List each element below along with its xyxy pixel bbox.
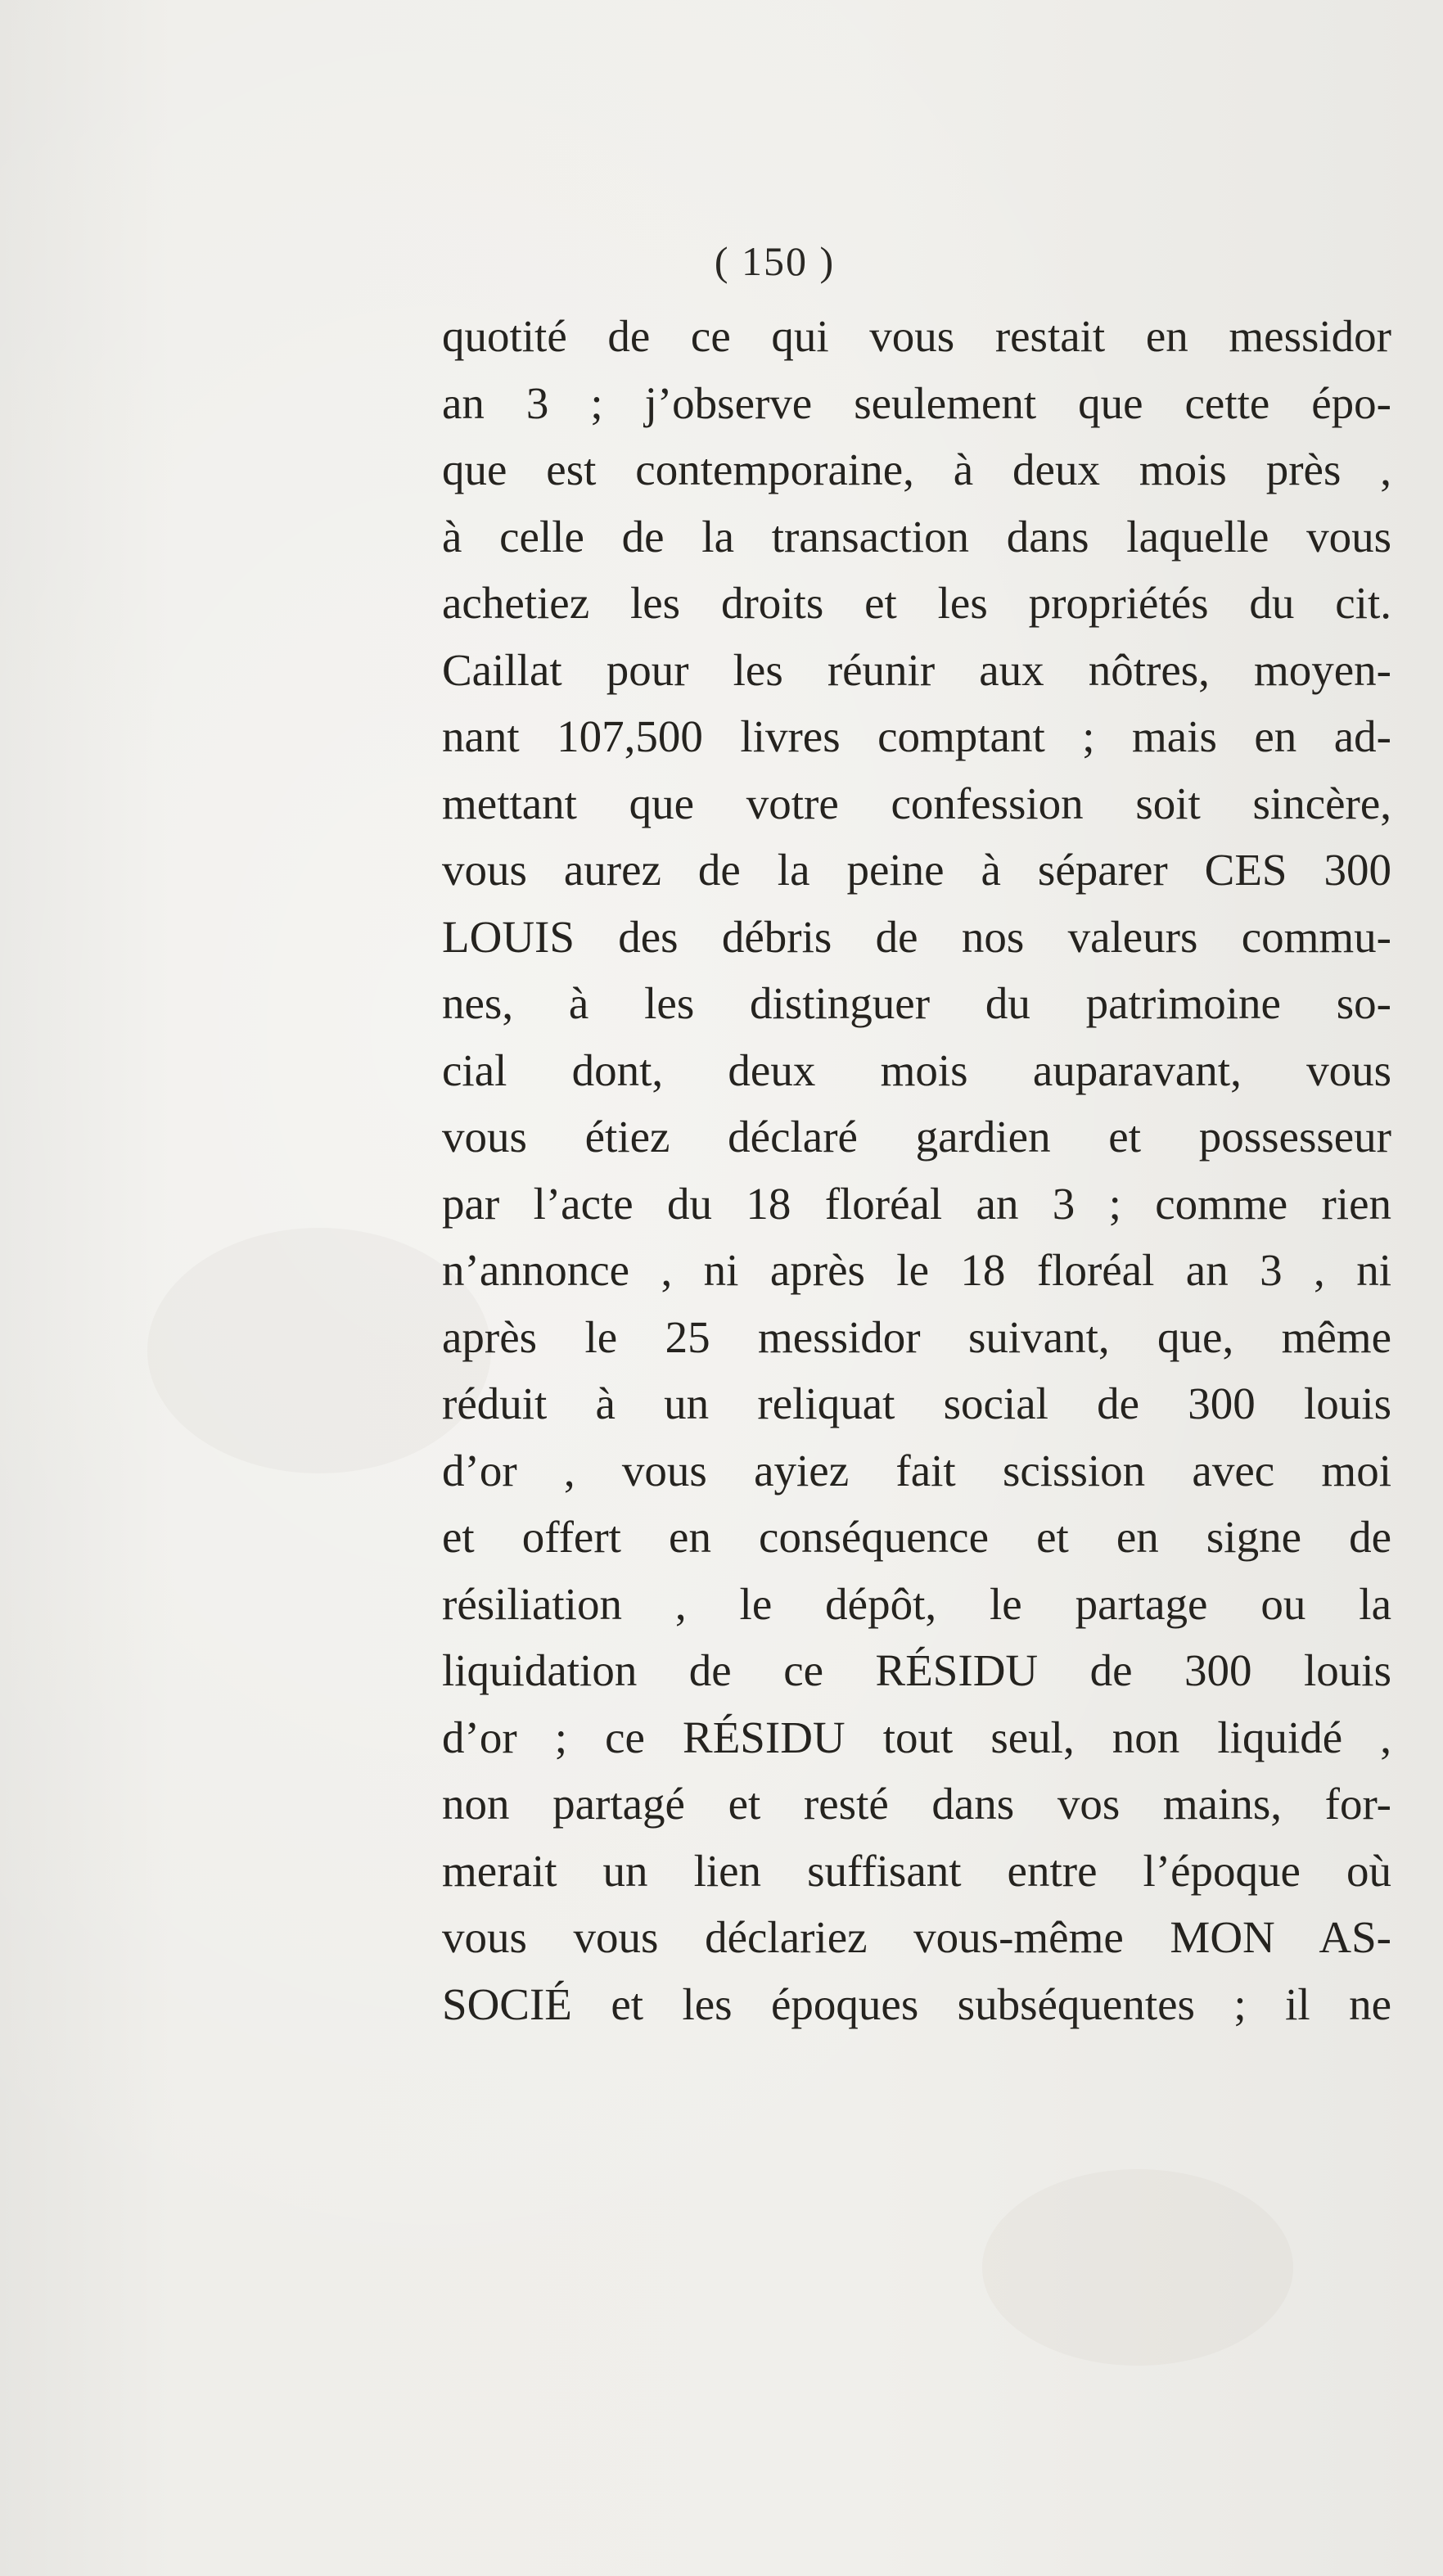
- text-line: SOCIÉ et les époques subséquentes ; il ne: [442, 1978, 1391, 2029]
- text-line: mettant que votre confession soit sincère,: [442, 778, 1391, 828]
- text-line: et offert en conséquence et en signe de: [442, 1512, 1391, 1562]
- body-text: [442, 303, 1391, 2037]
- text-line: cial dont, deux mois auparavant, vous: [442, 1044, 1391, 1095]
- text-line: réduit à un reliquat social de 300 louis: [442, 1378, 1391, 1428]
- text-line: nant 107,500 livres comptant ; mais en ad-: [442, 711, 1391, 761]
- text-line: n’annonce , ni après le 18 floréal an 3 , ni: [442, 1245, 1391, 1295]
- page-number: ( 150 ): [714, 238, 836, 284]
- text-line: an 3 ; j’observe seulement que cette épo-: [442, 377, 1391, 428]
- text-line: par l’acte du 18 floréal an 3 ; comme rien: [442, 1178, 1391, 1229]
- text-line: quotité de ce qui vous restait en messidor: [442, 311, 1391, 361]
- paper-stain: [147, 1228, 491, 1473]
- text-line: merait un lien suffisant entre l’époque où: [442, 1845, 1391, 1896]
- text-line: vous vous déclariez vous-même MON AS-: [442, 1912, 1391, 1962]
- paper-stain: [982, 2169, 1293, 2366]
- text-line: nes, à les distinguer du patrimoine so-: [442, 978, 1391, 1028]
- text-line: LOUIS des débris de nos valeurs commu-: [442, 911, 1391, 962]
- text-line: vous aurez de la peine à séparer CES 300: [442, 845, 1391, 895]
- text-line: résiliation , le dépôt, le partage ou la: [442, 1578, 1391, 1629]
- text-line: achetiez les droits et les propriétés du cit.: [442, 578, 1391, 628]
- text-line: après le 25 messidor suivant, que, même: [442, 1311, 1391, 1362]
- text-line: liquidation de ce RÉSIDU de 300 louis: [442, 1645, 1391, 1695]
- text-line: que est contemporaine, à deux mois près ,: [442, 444, 1391, 494]
- text-line: d’or ; ce RÉSIDU tout seul, non liquidé ,: [442, 1712, 1391, 1762]
- text-line: d’or , vous ayiez fait scission avec moi: [442, 1445, 1391, 1496]
- text-line: vous étiez déclaré gardien et possesseur: [442, 1112, 1391, 1162]
- text-line: non partagé et resté dans vos mains, for-: [442, 1779, 1391, 1829]
- text-line: Caillat pour les réunir aux nôtres, moyen-: [442, 644, 1391, 695]
- text-line: à celle de la transaction dans laquelle vous: [442, 511, 1391, 562]
